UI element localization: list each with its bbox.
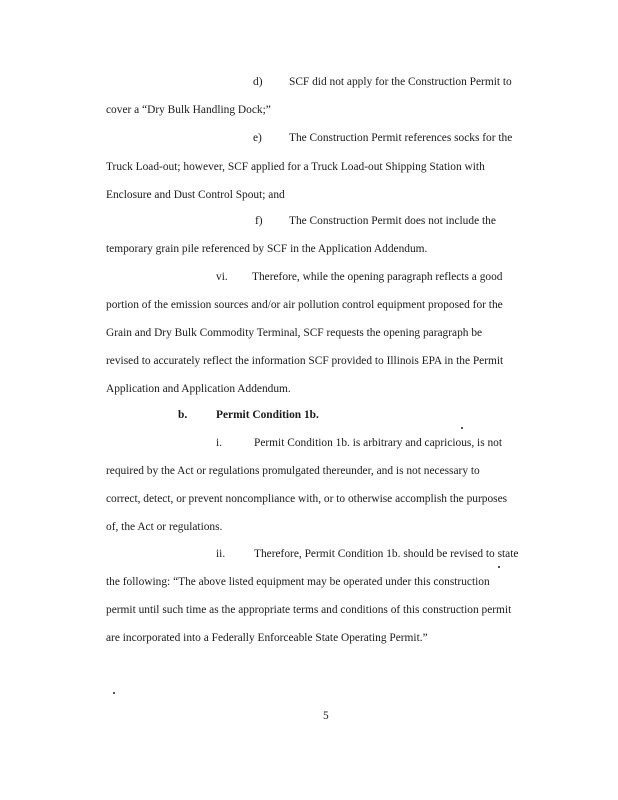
item-f-line-1: The Construction Permit does not include the: [289, 215, 496, 227]
section-b-title: Permit Condition 1b.: [216, 409, 319, 421]
scan-speck: [461, 427, 463, 429]
item-e-line-2: Truck Load-out; however, SCF applied for a Truck Load-out Shipping Station with: [106, 161, 485, 173]
section-b-ii-line-1: Therefore, Permit Condition 1b. should be revised to state: [254, 548, 519, 560]
item-d-line-2: cover a “Dry Bulk Handling Dock;”: [106, 104, 271, 116]
section-b-ii-line-3: permit until such time as the appropriate terms and conditions of this construction permit: [106, 604, 512, 616]
scan-speck: [113, 692, 115, 694]
page-number: 5: [323, 710, 329, 722]
scan-speck: [498, 566, 500, 568]
item-vi-line-5: Application and Application Addendum.: [106, 383, 291, 395]
section-b-i-label: i.: [216, 437, 223, 449]
section-b-i-line-3: correct, detect, or prevent noncompliance with, or to otherwise accomplish the purposes: [106, 493, 508, 505]
section-b-i-line-1: Permit Condition 1b. is arbitrary and capricious, is not: [254, 437, 503, 449]
item-d-label: d): [253, 76, 263, 88]
section-b-i-line-2: required by the Act or regulations promulgated thereunder, and is not necessary to: [106, 465, 480, 477]
section-b-ii-line-2: the following: “The above listed equipment may be operated under this construction: [106, 576, 490, 588]
item-vi-line-3: Grain and Dry Bulk Commodity Terminal, SCF requests the opening paragraph be: [106, 327, 483, 339]
item-f-label: f): [255, 215, 263, 227]
item-vi-label: vi.: [216, 271, 228, 283]
item-vi-line-4: revised to accurately reflect the information SCF provided to Illinois EPA in the Permit: [106, 355, 504, 367]
section-b-label: b.: [178, 409, 188, 421]
section-b-ii-label: ii.: [216, 548, 226, 560]
item-f-line-2: temporary grain pile referenced by SCF in the Application Addendum.: [106, 243, 428, 255]
section-b-ii-line-4: are incorporated into a Federally Enforceable State Operating Permit.”: [106, 632, 428, 644]
item-vi-line-1: Therefore, while the opening paragraph reflects a good: [252, 271, 503, 283]
item-e-label: e): [253, 132, 262, 144]
section-b-i-line-4: of, the Act or regulations.: [106, 521, 223, 533]
item-d-line-1: SCF did not apply for the Construction Permit to: [289, 76, 512, 88]
item-vi-line-2: portion of the emission sources and/or air pollution control equipment proposed for the: [106, 299, 503, 311]
item-e-line-3: Enclosure and Dust Control Spout; and: [106, 189, 285, 201]
item-e-line-1: The Construction Permit references socks for the: [289, 132, 513, 144]
